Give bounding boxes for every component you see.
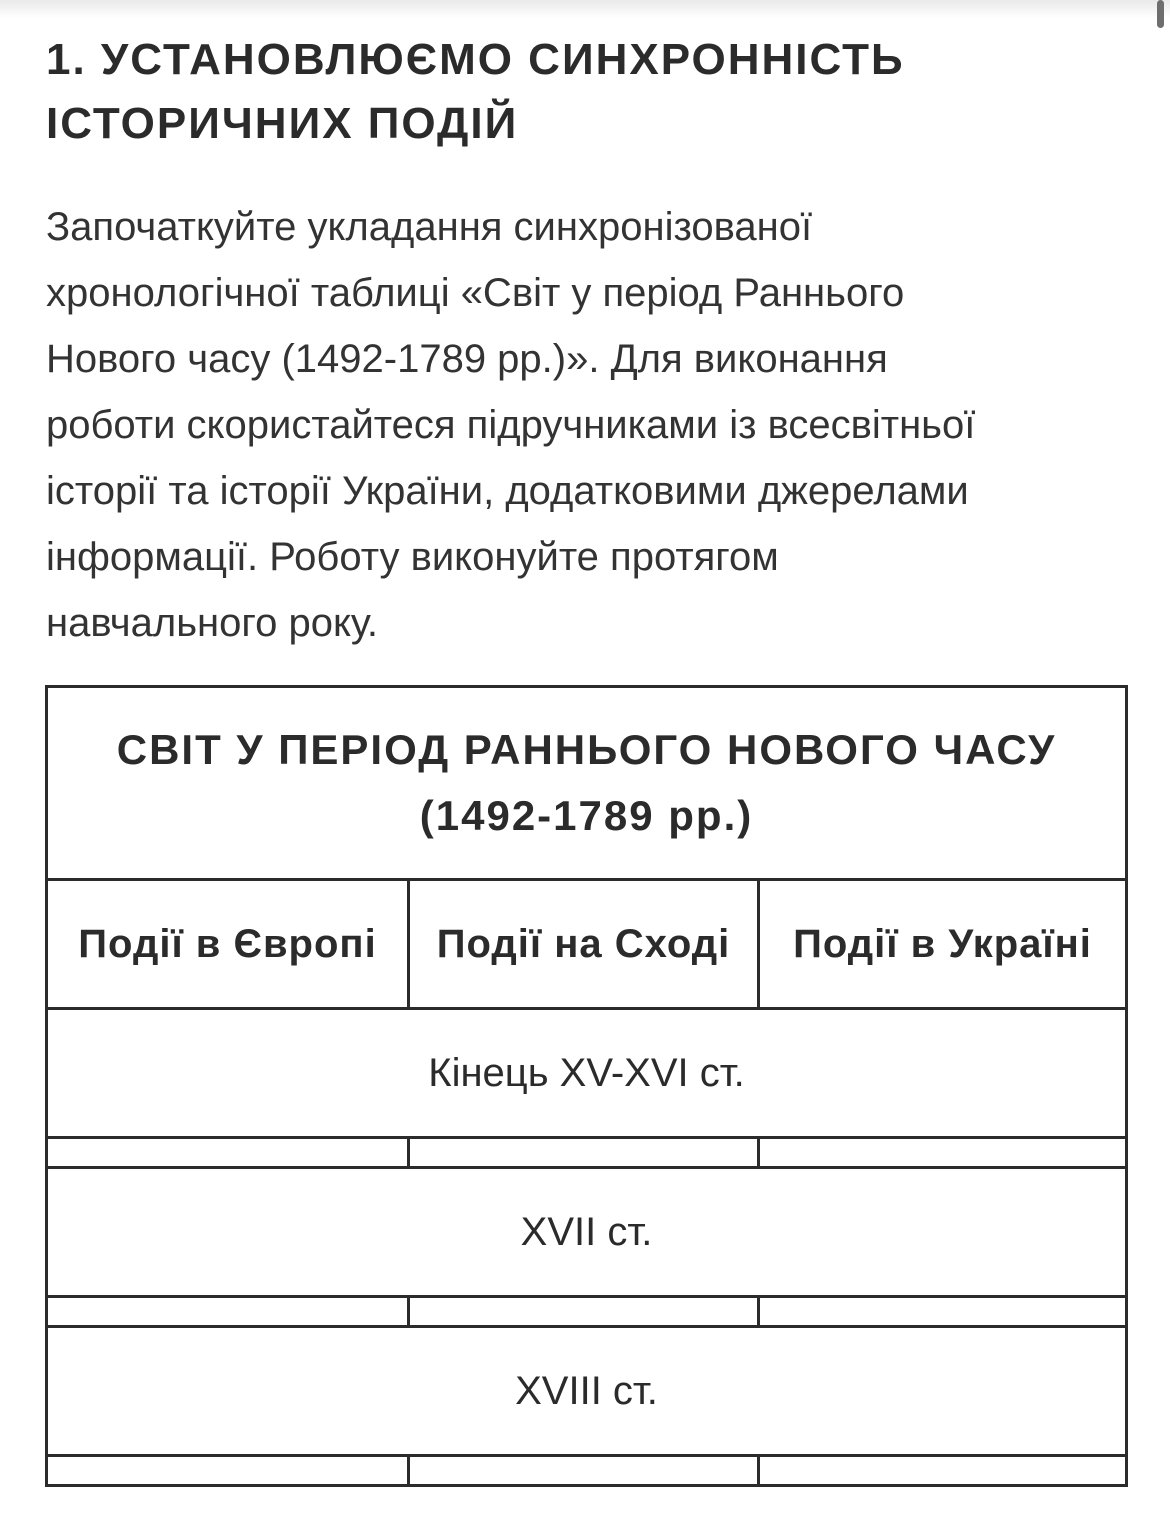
section-heading [46, 28, 1126, 156]
table-title-row [47, 687, 1127, 880]
blank-entry-row [47, 1297, 1127, 1327]
paragraph-line: хронологічної таблиці «Світ у період Раннього [46, 271, 905, 315]
period-label: XVIII ст. [47, 1327, 1127, 1456]
paragraph-line: Нового часу (1492-1789 рр.)». Для виконання [46, 337, 888, 381]
column-header-east: Події на Сході [409, 880, 759, 1009]
paragraph-line: історії та історії України, додатковими джерелами [46, 469, 969, 513]
column-header-row [47, 880, 1127, 1009]
period-label: XVII ст. [47, 1168, 1127, 1297]
column-header-europe: Події в Європі [47, 880, 409, 1009]
scrollbar-thumb[interactable] [1157, 0, 1164, 28]
table-title-line: (1492-1789 рр.) [419, 792, 754, 839]
blank-cell[interactable] [409, 1456, 759, 1486]
blank-cell[interactable] [759, 1456, 1127, 1486]
paragraph-line: інформації. Роботу виконуйте протягом [46, 535, 779, 579]
period-label: Кінець XV-XVI ст. [47, 1009, 1127, 1138]
blank-cell[interactable] [759, 1297, 1127, 1327]
blank-cell[interactable] [759, 1138, 1127, 1168]
blank-cell[interactable] [47, 1138, 409, 1168]
paragraph-line: роботи скористайтеся підручниками із всесвітньої [46, 403, 976, 447]
section-heading-line: 1. УСТАНОВЛЮЄМО СИНХРОННІСТЬ [46, 35, 905, 84]
blank-entry-row [47, 1138, 1127, 1168]
column-header-ukraine: Події в Україні [759, 880, 1127, 1009]
article-content [46, 28, 1126, 656]
instructions-paragraph [46, 194, 1126, 656]
period-row [47, 1168, 1127, 1297]
blank-cell[interactable] [409, 1138, 759, 1168]
period-row [47, 1327, 1127, 1456]
table-title [47, 687, 1127, 880]
period-row [47, 1009, 1127, 1138]
blank-cell[interactable] [47, 1297, 409, 1327]
paragraph-line: навчального року. [46, 601, 379, 645]
paragraph-line: Започаткуйте укладання синхронізованої [46, 205, 813, 249]
blank-cell[interactable] [47, 1456, 409, 1486]
table-title-line: СВІТ У ПЕРІОД РАННЬОГО НОВОГО ЧАСУ [116, 726, 1057, 773]
blank-entry-row [47, 1456, 1127, 1486]
top-edge-shadow [0, 0, 1170, 18]
blank-cell[interactable] [409, 1297, 759, 1327]
section-heading-line: ІСТОРИЧНИХ ПОДІЙ [46, 99, 519, 148]
chronology-table [45, 685, 1128, 1487]
